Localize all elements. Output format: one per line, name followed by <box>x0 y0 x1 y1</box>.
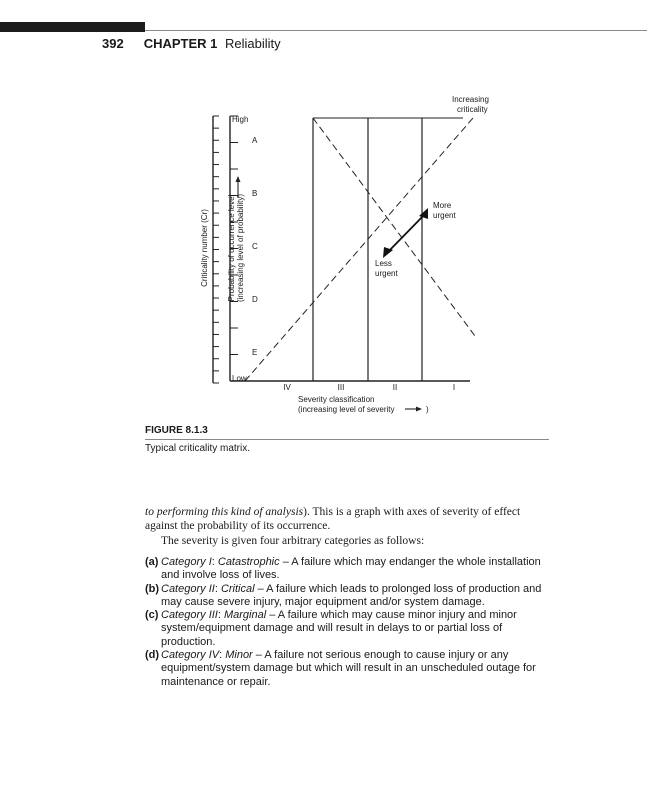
header-bar <box>0 22 145 32</box>
category-term: Category I <box>161 556 212 568</box>
probability-level-a: A <box>252 136 258 145</box>
severity-category-iv: IV <box>283 383 291 392</box>
urgency-arrow-line <box>385 212 427 255</box>
probability-label-2: (increasing level of probability) <box>236 193 245 303</box>
list-item <box>145 583 555 610</box>
category-separator: : <box>219 649 226 662</box>
criticality-matrix-figure <box>195 88 515 420</box>
figure-caption-text: Typical criticality matrix. <box>145 443 251 454</box>
category-separator: : <box>211 556 218 568</box>
figure-label: FIGURE 8.1.3 <box>145 425 208 436</box>
severity-categories <box>283 383 455 392</box>
category-separator: : <box>214 582 221 595</box>
figure-caption <box>145 425 549 454</box>
annotation-increasing: Increasing <box>452 95 489 104</box>
y-low-label: Low <box>232 374 247 383</box>
arrow-head-up-icon <box>419 208 428 219</box>
chapter-title: Reliability <box>225 36 281 51</box>
category-term: Category II <box>161 582 215 595</box>
y-high-label: High <box>232 115 249 124</box>
body-paragraph-1 <box>145 506 555 533</box>
list-item-label: (d) <box>145 649 160 662</box>
severity-arrow-right-icon <box>416 407 422 412</box>
severity-classification-label: Severity classification <box>298 395 375 404</box>
category-description: – A failure which may cause minor injury and minor system/equipment damage and will result in delays to or partial loss of production. <box>161 609 517 648</box>
para1-text: ). This is a graph with axes of severity of effect against the probability of its occurrence. <box>145 506 521 532</box>
list-item <box>145 609 555 649</box>
list-item-label: (c) <box>145 609 159 622</box>
page-number: 392 <box>102 36 124 51</box>
probability-arrow-up-icon <box>236 176 241 182</box>
increasing-criticality-diagonal <box>245 118 473 381</box>
category-separator: : <box>217 609 224 622</box>
probability-level-d: D <box>252 295 258 304</box>
probability-level-b: B <box>252 189 258 198</box>
severity-category-list <box>145 556 555 689</box>
criticality-scale-ticks <box>213 116 219 383</box>
header-rule <box>145 30 647 31</box>
severity-increasing-label: (increasing level of severity <box>298 405 395 414</box>
probability-label-1: Probability of occurrence level <box>227 194 236 302</box>
annotation-criticality-text: criticality <box>457 105 488 114</box>
category-term: Category IV <box>161 649 220 662</box>
constant-criticality-diagonal <box>313 118 475 336</box>
category-description: – A failure which leads to prolonged loss of production and may cause severe injury, major equipment and/or system damage. <box>161 582 542 608</box>
annotation-less: Less <box>375 259 392 268</box>
page-header <box>102 36 281 51</box>
annotation-urgent-more: urgent <box>433 211 456 220</box>
category-description: – A failure not serious enough to cause injury or any equipment/system damage but which will result in an unscheduled outage for maintenance or repair. <box>161 649 536 688</box>
category-term: Category III <box>161 609 218 622</box>
category-name: Critical <box>220 582 255 595</box>
category-name: Catastrophic <box>217 556 280 568</box>
annotation-urgent-less: urgent <box>375 269 398 278</box>
list-item-label: (a) <box>145 556 159 568</box>
probability-levels <box>252 136 258 357</box>
severity-close-paren: ) <box>426 405 429 414</box>
category-name: Minor <box>225 649 253 662</box>
body-paragraph-2: The severity is given four arbitrary categories as follows: <box>161 535 425 547</box>
severity-category-ii: II <box>392 383 398 392</box>
list-item-label: (b) <box>145 582 160 595</box>
list-item <box>145 649 555 689</box>
chapter-label: CHAPTER 1 <box>143 36 218 51</box>
severity-category-iii: III <box>337 383 345 392</box>
probability-level-c: C <box>252 242 258 251</box>
probability-level-e: E <box>252 348 258 357</box>
annotation-more: More <box>433 201 452 210</box>
list-item <box>145 556 555 583</box>
severity-category-i: I <box>452 383 456 392</box>
category-description: – A failure which may endanger the whole installation and involve loss of lives. <box>161 556 541 582</box>
para1-italic: to performing this kind of analysis <box>145 506 304 518</box>
caption-rule <box>145 439 549 440</box>
criticality-number-label: Criticality number (Cr) <box>200 209 209 287</box>
category-name: Marginal <box>223 609 267 622</box>
